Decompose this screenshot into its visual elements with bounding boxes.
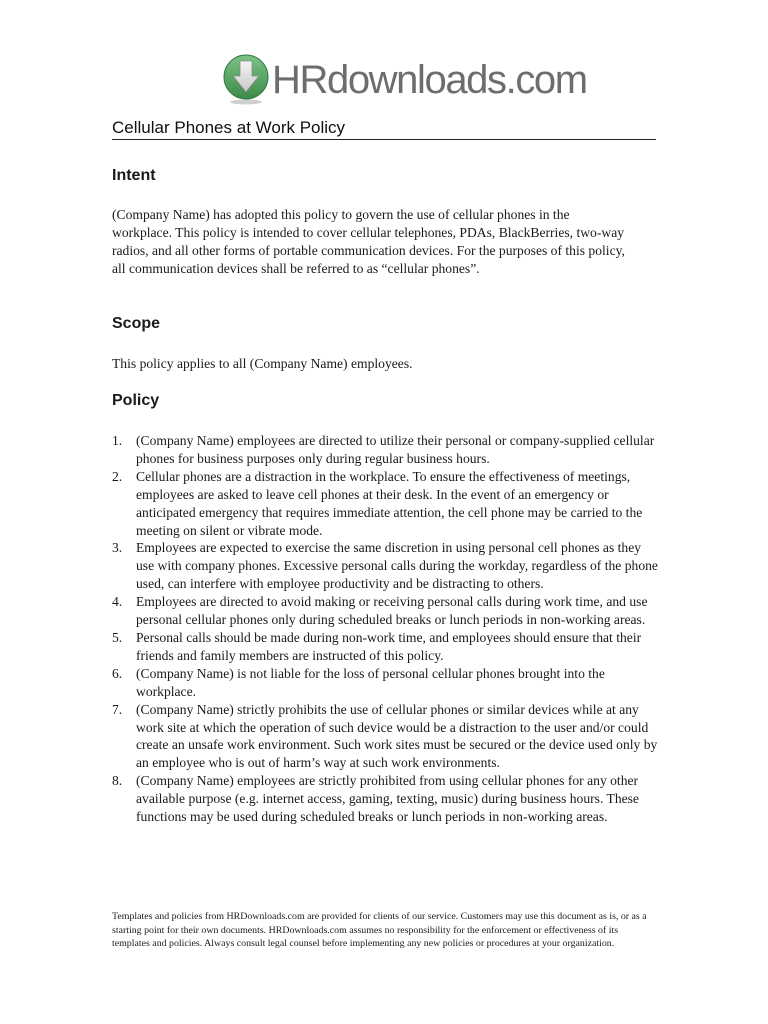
policy-item-text: Cellular phones are a distraction in the workplace. To ensure the effectiveness of meetings, employees are asked to leave cell phones at their desk. In the event of an emergency or anticipated emergency that requires immediate attention, the cell phone may be carried to the meeting on silent or vibrate mode.	[136, 468, 643, 538]
intent-heading: Intent	[112, 167, 156, 184]
policy-item-text: Employees are directed to avoid making or receiving personal calls during work time, and use personal cellular phones only during scheduled breaks or lunch periods in non-working areas.	[136, 594, 648, 628]
policy-item-number: 5.	[112, 629, 123, 645]
policy-item-number: 3.	[112, 540, 123, 556]
policy-item	[112, 629, 660, 665]
policy-item-number: 6.	[112, 665, 123, 681]
policy-item-number: 8.	[112, 773, 123, 789]
policy-item-number: 1.	[112, 433, 123, 448]
policy-item	[112, 432, 660, 468]
policy-item-text: (Company Name) is not liable for the loss of personal cellular phones brought into the workplace.	[136, 665, 605, 699]
policy-item-text: (Company Name) employees are directed to utilize their personal or company-supplied cellular phones for business purposes only during regular business hours.	[136, 433, 655, 466]
scope-paragraph: This policy applies to all (Company Name) employees.	[112, 356, 413, 371]
policy-item	[112, 539, 660, 593]
policy-item	[112, 701, 660, 773]
disclaimer-footer: Templates and policies from HRDownloads.com are provided for clients of our service. Customers may use this document as is, or as a starting point for their own documents. HRDownloads.com assumes no responsibility for the enforcement or effectiveness of its templates and policies. Always consult legal counsel before implementing any new policies or procedures at your organization.	[112, 911, 647, 950]
policy-item-number: 7.	[112, 701, 123, 717]
policy-item	[112, 593, 660, 629]
policy-item	[112, 468, 660, 540]
download-arrow-icon	[222, 52, 276, 106]
policy-item-text: Personal calls should be made during non-work time, and employees should ensure that their friends and family members are instructed of this policy.	[136, 629, 642, 663]
policy-item-number: 2.	[112, 468, 123, 484]
policy-item-text: (Company Name) strictly prohibits the use of cellular phones or similar devices while at any work site at which the operation of such device would be a distraction to the user and/or could create an unsafe work environment. Such work sites must be secured or the device used only by an employee who is out of harm’s way at such work environments.	[136, 701, 658, 771]
policy-heading: Policy	[112, 392, 160, 409]
intent-paragraph: (Company Name) has adopted this policy to govern the use of cellular phones in the workplace. This policy is intended to cover cellular telephones, PDAs, BlackBerries, two-way radios, and all other forms of portable communication devices. For the purposes of this policy, all communication devices shall be referred to as “cellular phones”.	[112, 207, 625, 276]
logo-wordmark: HRdownloads.com	[272, 58, 587, 102]
policy-item	[112, 772, 660, 826]
scope-heading: Scope	[112, 315, 161, 332]
policy-item-text: (Company Name) employees are strictly prohibited from using cellular phones for any other available purpose (e.g. internet access, gaming, texting, music) during business hours. These functions may be used during scheduled breaks or lunch periods in non-working areas.	[136, 773, 639, 825]
policy-item-text: Employees are expected to exercise the same discretion in using personal cell phones as they use with company phones. Excessive personal calls during the workday, regardless of the phone used, can interfere with employee productivity and be distracting to others.	[136, 540, 658, 592]
policy-list	[112, 432, 660, 826]
hrdownloads-logo	[222, 50, 587, 108]
policy-item-number: 4.	[112, 594, 123, 610]
policy-item	[112, 665, 660, 701]
document-title: Cellular Phones at Work Policy	[112, 118, 656, 140]
